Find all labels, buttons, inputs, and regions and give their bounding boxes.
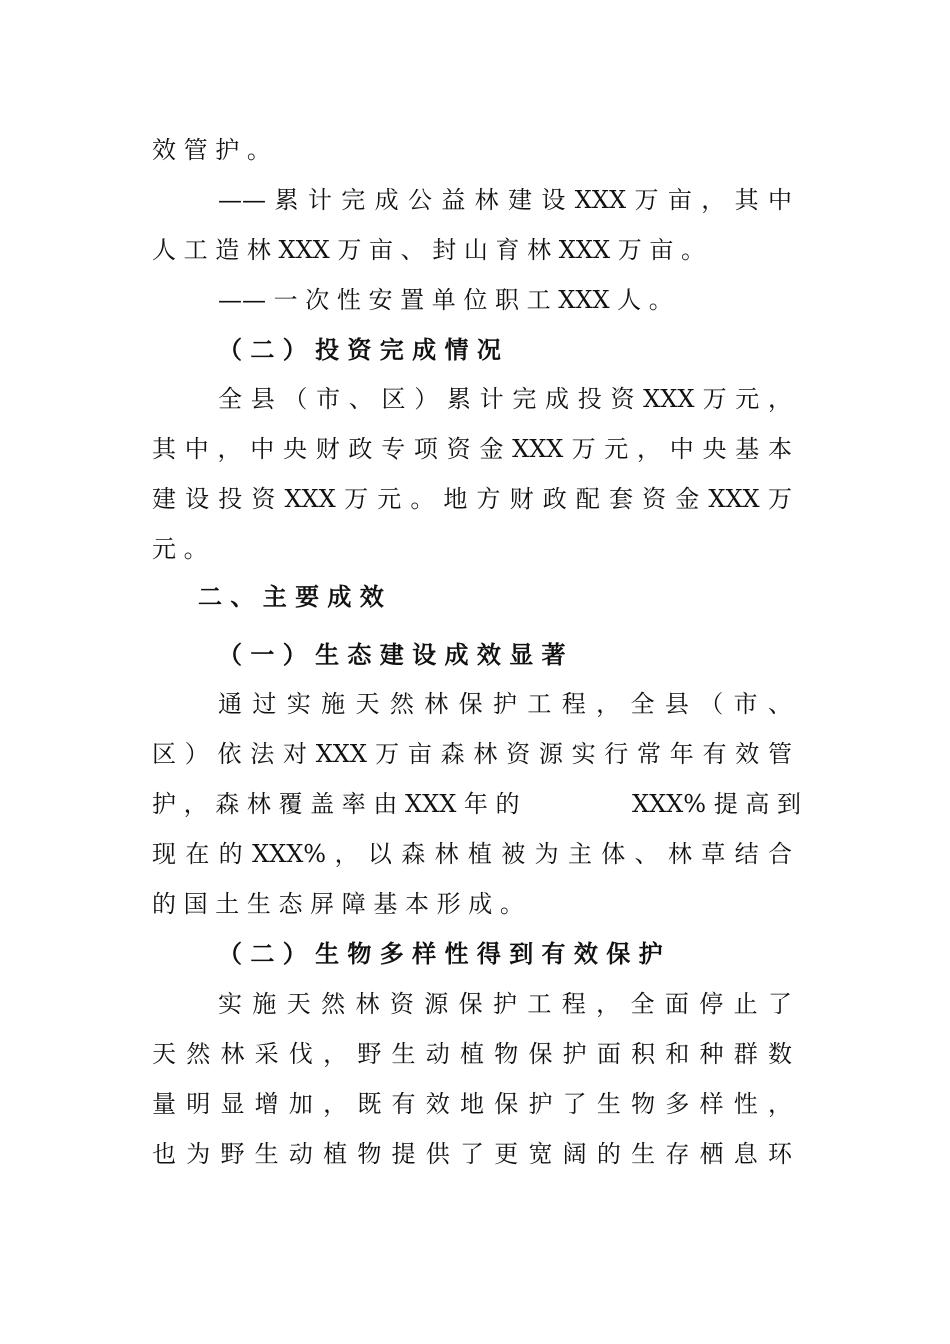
paragraph-line: 也 为 野 生 动 植 物 提 供 了 更 宽 阔 的 生 存 栖 息 环: [152, 1140, 792, 1168]
paragraph-line: 效 管 护 。: [152, 136, 271, 164]
paragraph-line: 实 施 天 然 林 资 源 保 护 工 程 ， 全 面 停 止 了: [218, 990, 792, 1018]
paragraph-line: [152, 784, 542, 824]
section-heading-ecology: （ 一 ） 生 态 建 设 成 效 显 著: [218, 640, 566, 669]
paragraph-line-part: 护 ， 森 林 覆 盖 率 由 XXX 年 的: [152, 790, 520, 818]
section-heading-investment: （ 二 ） 投 资 完 成 情 况: [218, 335, 501, 364]
paragraph-line: —— 累 计 完 成 公 益 林 建 设 XXX 万 亩 ， 其 中: [218, 186, 792, 214]
paragraph-line: 现 在 的 XXX% ， 以 森 林 植 被 为 主 体 、 林 草 结 合: [152, 840, 792, 868]
paragraph-line: 建 设 投 资 XXX 万 元 。 地 方 财 政 配 套 资 金 XXX 万: [152, 485, 792, 513]
paragraph-line: 通 过 实 施 天 然 林 保 护 工 程 ， 全 县 （ 市 、: [218, 690, 792, 718]
paragraph-line: 量 明 显 增 加 ， 既 有 效 地 保 护 了 生 物 多 样 性 ，: [152, 1090, 792, 1118]
paragraph-line: 天 然 林 采 伐 ， 野 生 动 植 物 保 护 面 积 和 种 群 数: [152, 1040, 792, 1068]
paragraph-line: 其 中 ， 中 央 财 政 专 项 资 金 XXX 万 元 ， 中 央 基 本: [152, 435, 792, 463]
paragraph-line: 人 工 造 林 XXX 万 亩 、 封 山 育 林 XXX 万 亩 。: [152, 236, 705, 264]
paragraph-line: —— 一 次 性 安 置 单 位 职 工 XXX 人 。: [218, 286, 673, 314]
paragraph-line: 的 国 土 生 态 屏 障 基 本 形 成 。: [152, 890, 524, 918]
paragraph-line: 区 ） 依 法 对 XXX 万 亩 森 林 资 源 实 行 常 年 有 效 管: [152, 740, 792, 768]
paragraph-line: 全 县 （ 市 、 区 ） 累 计 完 成 投 资 XXX 万 元 ，: [218, 385, 792, 413]
paragraph-line: 元 。: [152, 535, 208, 563]
chapter-heading-main-results: 二 、 主 要 成 效: [198, 582, 384, 611]
paragraph-line-part: XXX% 提 高 到: [632, 790, 801, 818]
section-heading-biodiversity: （ 二 ） 生 物 多 样 性 得 到 有 效 保 护: [218, 939, 663, 968]
